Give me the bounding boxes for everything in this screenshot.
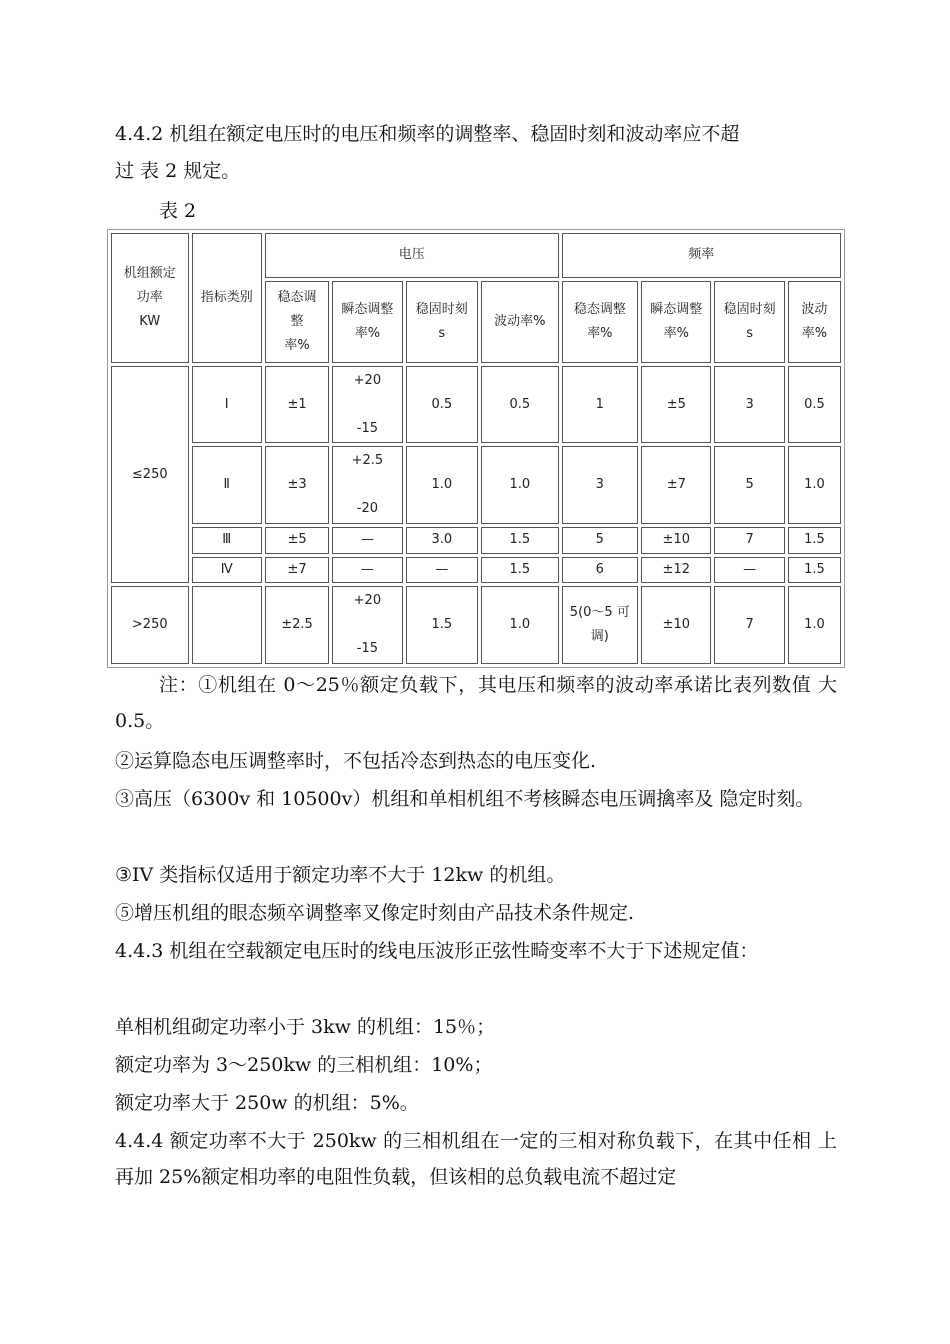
table-row <box>111 366 841 444</box>
cell-f-settle: 7 <box>714 527 784 554</box>
cell-v-steady: ±2.5 <box>265 586 329 664</box>
section-443-item-2: 额定功率为 3～250kw 的三相机组：10%； <box>115 1054 493 1076</box>
header-f-settle: 稳固时刻 s <box>714 281 784 363</box>
cell-v-transient: — <box>332 527 402 554</box>
cell-v-fluct: 1.0 <box>481 586 559 664</box>
header-f-steady: 稳态调整 率% <box>562 281 639 363</box>
note-3: ③高压（6300v 和 10500v）机组和单相机组不考核瞬态电压调擒率及 隐定时刻。 <box>115 788 815 810</box>
cell-f-settle: 7 <box>714 586 784 664</box>
cell-f-fluct: 1.0 <box>788 586 841 664</box>
cell-v-fluct: 1.5 <box>481 557 559 584</box>
cell-v-steady: ±3 <box>265 446 329 524</box>
section-443-item-1: 单相机组砌定功率小于 3kw 的机组：15％； <box>115 1016 496 1038</box>
cell-v-transient: +2.5 -20 <box>332 446 402 524</box>
note-5: ⑤增压机组的眼态频卒调整率叉像定时刻由产品技术条件规定. <box>115 902 635 924</box>
section-443-heading: 4.4.3 机组在空载额定电压时的线电压波形正弦性畸变率不大于下述规定值： <box>115 940 759 962</box>
header-f-transient: 瞬态调整 率% <box>641 281 711 363</box>
cell-v-settle: 1.0 <box>406 446 478 524</box>
cell-class: Ⅲ <box>192 527 262 554</box>
cell-f-steady: 1 <box>562 366 639 444</box>
spec-table-frame <box>107 229 845 668</box>
cell-v-steady: ±5 <box>265 527 329 554</box>
cell-v-steady: ±1 <box>265 366 329 444</box>
cell-f-settle: — <box>714 557 784 584</box>
cell-f-steady: 5(0～5 可 调) <box>562 586 639 664</box>
cell-v-fluct: 1.5 <box>481 527 559 554</box>
intro-line-2: 过 表 2 规定。 <box>115 160 241 182</box>
cell-f-transient: ±5 <box>641 366 711 444</box>
power-gt250: >250 <box>111 586 189 664</box>
header-f-fluct: 波动 率% <box>788 281 841 363</box>
header-v-steady: 稳态调 整 率% <box>265 281 329 363</box>
table-row <box>111 557 841 584</box>
header-index-class: 指标类别 <box>192 233 262 363</box>
power-le250: ≤250 <box>111 366 189 584</box>
cell-v-steady: ±7 <box>265 557 329 584</box>
table-row <box>111 586 841 664</box>
header-v-settle: 稳固时刻 s <box>406 281 478 363</box>
cell-f-transient: ±10 <box>641 527 711 554</box>
cell-class: Ⅰ <box>192 366 262 444</box>
cell-v-transient: — <box>332 557 402 584</box>
table-row <box>111 446 841 524</box>
cell-f-steady: 5 <box>562 527 639 554</box>
header-voltage: 电压 <box>265 233 559 278</box>
header-v-fluct: 波动率% <box>481 281 559 363</box>
table-caption: 表 2 <box>159 200 197 222</box>
cell-class: Ⅱ <box>192 446 262 524</box>
cell-f-transient: ±12 <box>641 557 711 584</box>
cell-v-settle: 0.5 <box>406 366 478 444</box>
note-2: ②运算隐态电压调整率时，不包括冷态到热态的电压变化. <box>115 750 597 772</box>
section-443-item-3: 额定功率大于 250w 的机组：5%。 <box>115 1092 419 1114</box>
cell-f-settle: 3 <box>714 366 784 444</box>
note-1: 注：①机组在 0～25％额定负载下，其电压和频率的波动率承诺比表列数值 大 0.5。 <box>115 674 837 732</box>
cell-f-fluct: 0.5 <box>788 366 841 444</box>
cell-f-transient: ±7 <box>641 446 711 524</box>
cell-f-fluct: 1.0 <box>788 446 841 524</box>
cell-v-fluct: 1.0 <box>481 446 559 524</box>
cell-f-transient: ±10 <box>641 586 711 664</box>
cell-v-settle: 1.5 <box>406 586 478 664</box>
header-v-transient: 瞬态调整 率% <box>332 281 402 363</box>
cell-v-transient: +20 -15 <box>332 586 402 664</box>
table-row <box>111 527 841 554</box>
cell-f-steady: 6 <box>562 557 639 584</box>
header-rated-power: 机组额定 功率 KW <box>111 233 189 363</box>
cell-f-fluct: 1.5 <box>788 557 841 584</box>
cell-f-fluct: 1.5 <box>788 527 841 554</box>
header-frequency: 频率 <box>562 233 841 278</box>
spec-table <box>108 230 844 667</box>
cell-v-settle: — <box>406 557 478 584</box>
cell-v-fluct: 0.5 <box>481 366 559 444</box>
cell-f-settle: 5 <box>714 446 784 524</box>
intro-line-1: 4.4.2 机组在额定电压时的电压和频率的调整率、稳固时刻和波动率应不超 <box>115 123 740 145</box>
cell-v-transient: +20 -15 <box>332 366 402 444</box>
cell-class <box>192 586 262 664</box>
section-444-text: 4.4.4 额定功率不大于 250kw 的三相机组在一定的三相对称负载下，在其中任相 上再加 25%额定相功率的电阻性负载，但该相的总负载电流不超过定 <box>115 1130 837 1188</box>
note-4: ③IV 类指标仅适用于额定功率不大于 12kw 的机组。 <box>115 864 566 886</box>
cell-class: Ⅳ <box>192 557 262 584</box>
cell-v-settle: 3.0 <box>406 527 478 554</box>
cell-f-steady: 3 <box>562 446 639 524</box>
